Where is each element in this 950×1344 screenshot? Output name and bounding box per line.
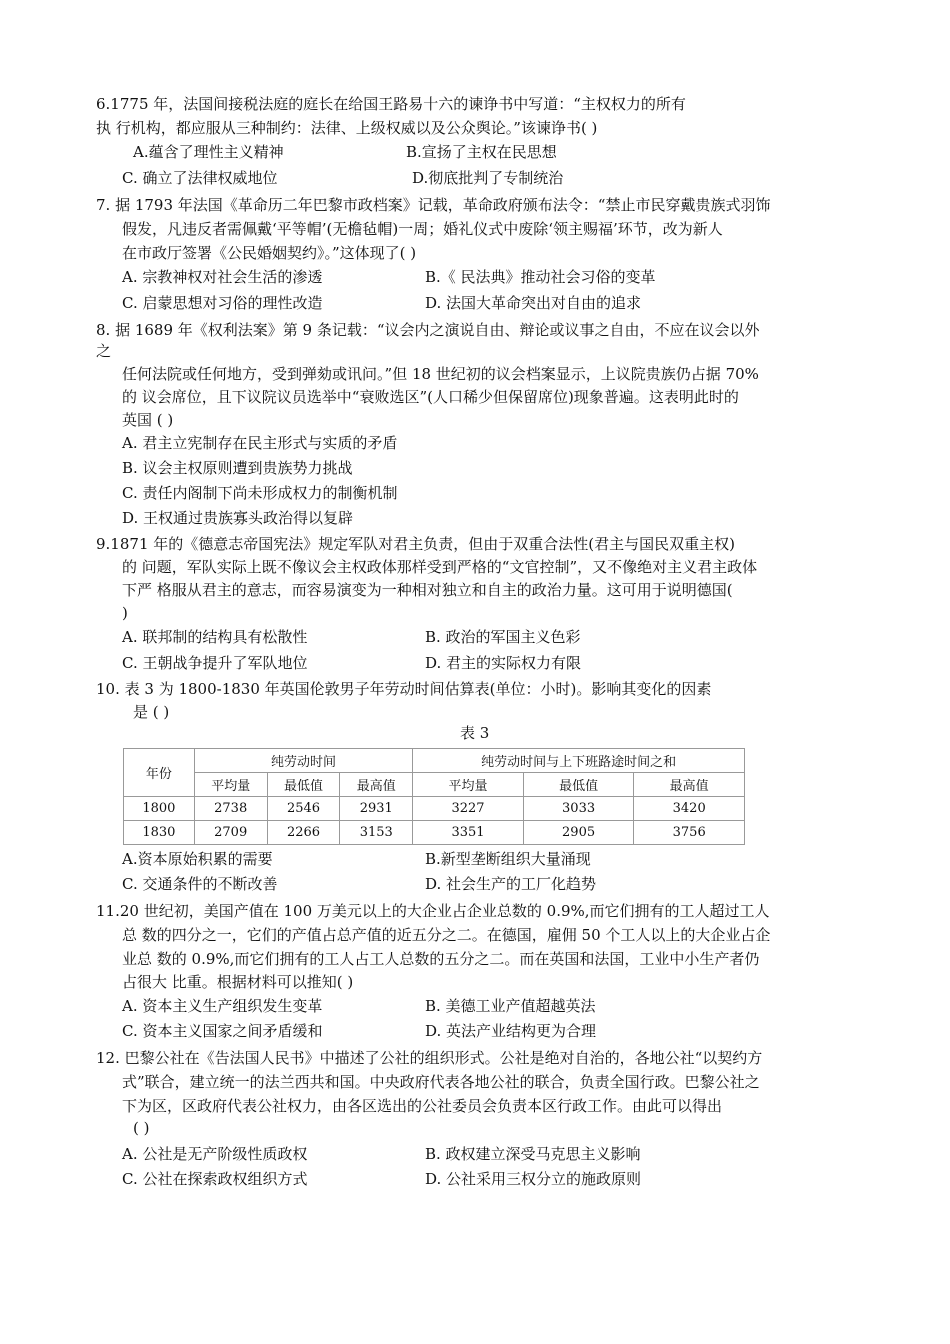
question-12-stem-line-1: 12. 巴黎公社在《告法国人民书》中描述了公社的组织形式。公社是绝对自治的，各地公社“以契约方 (96, 1049, 763, 1067)
table-cell: 2931 (340, 797, 413, 821)
question-6-option-a[interactable]: A.蕴含了理性主义精神 (133, 143, 284, 161)
question-9-option-c[interactable]: C. 王朝战争提升了军队地位 (122, 654, 308, 672)
question-10-option-b[interactable]: B.新型垄断组织大量涌现 (425, 850, 591, 868)
question-8-stem-line-5: 英国 ( ) (122, 411, 174, 429)
question-8-option-a[interactable]: A. 君主立宪制存在民主形式与实质的矛盾 (122, 434, 398, 452)
table-cell: 1830 (124, 821, 195, 845)
question-8-option-b[interactable]: B. 议会主权原则遭到贵族势力挑战 (122, 459, 353, 477)
table-header-group-1: 纯劳动时间 (194, 749, 412, 773)
question-9-stem-line-3: 下严 格服从君主的意志，而容易演变为一种相对独立和自主的政治力量。这可用于说明德国( (122, 581, 733, 599)
table-subheader: 最低值 (523, 773, 634, 797)
question-9-option-d[interactable]: D. 君主的实际权力有限 (425, 654, 582, 672)
question-10-stem-line-1: 10. 表 3 为 1800-1830 年英国伦敦男子年劳动时间估算表(单位：小时)。影响其变化的因素 (96, 680, 712, 698)
table-caption: 表 3 (460, 724, 490, 742)
question-12-option-c[interactable]: C. 公社在探索政权组织方式 (122, 1170, 308, 1188)
question-11-option-c[interactable]: C. 资本主义国家之间矛盾缓和 (122, 1022, 323, 1040)
question-9-option-b[interactable]: B. 政治的军国主义色彩 (425, 628, 581, 646)
table-row (124, 797, 745, 821)
question-8-stem-line-4: 的 议会席位，且下议院议员选举中“衰败选区”(人口稀少但保留席位)现象普遍。这表明此时的 (122, 388, 739, 406)
question-10-option-a[interactable]: A.资本原始积累的需要 (122, 850, 273, 868)
question-9-stem-line-4: ) (122, 604, 128, 622)
table-cell: 3756 (634, 821, 745, 845)
question-7-option-a[interactable]: A. 宗教神权对社会生活的渗透 (122, 268, 323, 286)
question-10-stem-line-2: 是 ( ) (133, 703, 170, 721)
table-subheader: 最高值 (340, 773, 413, 797)
question-12-option-d[interactable]: D. 公社采用三权分立的施政原则 (425, 1170, 642, 1188)
question-6-stem-line-2: 执 行机构，都应服从三种制约：法律、上级权威以及公众舆论。”该谏诤书( ) (96, 119, 598, 137)
table-cell: 1800 (124, 797, 195, 821)
table-cell: 2546 (267, 797, 340, 821)
question-9-option-a[interactable]: A. 联邦制的结构具有松散性 (122, 628, 308, 646)
question-12-stem-line-3: 下为区，区政府代表公社权力，由各区选出的公社委员会负责本区行政工作。由此可以得出 (122, 1097, 723, 1115)
question-6-option-b[interactable]: B.宣扬了主权在民思想 (406, 143, 557, 161)
table-cell: 2709 (194, 821, 267, 845)
question-11-stem-line-1: 11.20 世纪初，美国产值在 100 万美元以上的大企业占企业总数的 0.9%,而它们拥有的工人超过工人 (96, 902, 770, 920)
question-10-option-c[interactable]: C. 交通条件的不断改善 (122, 875, 278, 893)
question-8-stem-line-1: 8. 据 1689 年《权利法案》第 9 条记载：“议会内之演说自由、辩论或议事之自由，不应在议会以外 (96, 321, 760, 339)
question-11-stem-line-4: 占很大 比重。根据材料可以推知( ) (122, 973, 354, 991)
question-7-stem-line-2: 假发，凡违反者需佩戴‘平等帽’(无檐毡帽)一周；婚礼仪式中废除‘领主赐福’环节，改为新人 (122, 220, 723, 238)
question-7-option-b[interactable]: B.《 民法典》推动社会习俗的变革 (425, 268, 656, 286)
table-subheader: 最高值 (634, 773, 745, 797)
question-11-option-b[interactable]: B. 美德工业产值超越英法 (425, 997, 596, 1015)
table-cell: 3153 (340, 821, 413, 845)
question-8-option-c[interactable]: C. 责任内阁制下尚未形成权力的制衡机制 (122, 484, 398, 502)
question-11-option-a[interactable]: A. 资本主义生产组织发生变革 (122, 997, 323, 1015)
question-6-option-d[interactable]: D.彻底批判了专制统治 (412, 169, 564, 187)
question-12-stem-line-4: ( ) (133, 1119, 150, 1137)
table-cell: 2905 (523, 821, 634, 845)
table-cell: 3033 (523, 797, 634, 821)
question-6-stem-line-1: 6.1775 年，法国间接税法庭的庭长在给国王路易十六的谏诤书中写道：“主权权力的所有 (96, 95, 686, 113)
table-row (124, 821, 745, 845)
question-8-stem-line-2: 之 (96, 342, 112, 360)
table-cell: 2738 (194, 797, 267, 821)
labor-hours-table (123, 748, 745, 845)
question-10-option-d[interactable]: D. 社会生产的工厂化趋势 (425, 875, 597, 893)
question-9-stem-line-2: 的 问题，军队实际上既不像议会主权政体那样受到严格的“文官控制”，又不像绝对主义君主政体 (122, 558, 758, 576)
question-8-stem-line-3: 任何法院或任何地方，受到弹劾或讯问。”但 18 世纪初的议会档案显示，上议院贵族仍占据 70% (122, 365, 759, 383)
table-header-group-2: 纯劳动时间与上下班路途时间之和 (413, 749, 745, 773)
table-cell: 2266 (267, 821, 340, 845)
table-cell: 3227 (413, 797, 524, 821)
question-12-option-a[interactable]: A. 公社是无产阶级性质政权 (122, 1145, 308, 1163)
question-7-stem-line-3: 在市政厅签署《公民婚姻契约》。”这体现了( ) (122, 244, 417, 262)
question-11-option-d[interactable]: D. 英法产业结构更为合理 (425, 1022, 597, 1040)
question-7-option-d[interactable]: D. 法国大革命突出对自由的追求 (425, 294, 642, 312)
question-8-option-d[interactable]: D. 王权通过贵族寡头政治得以复辟 (122, 509, 354, 527)
table-cell: 3420 (634, 797, 745, 821)
question-7-option-c[interactable]: C. 启蒙思想对习俗的理性改造 (122, 294, 323, 312)
question-7-stem-line-1: 7. 据 1793 年法国《革命历二年巴黎市政档案》记载，革命政府颁布法令：“禁止市民穿戴贵族式羽饰 (96, 196, 771, 214)
table-subheader: 平均量 (194, 773, 267, 797)
table-subheader: 平均量 (413, 773, 524, 797)
question-11-stem-line-3: 业总 数的 0.9%,而它们拥有的工人占工人总数的五分之二。而在英国和法国，工业中小生产者仍 (122, 950, 760, 968)
table-cell: 3351 (413, 821, 524, 845)
question-12-option-b[interactable]: B. 政权建立深受马克思主义影响 (425, 1145, 641, 1163)
table-subheader: 最低值 (267, 773, 340, 797)
question-12-stem-line-2: 式”联合，建立统一的法兰西共和国。中央政府代表各地公社的联合，负责全国行政。巴黎公社之 (122, 1073, 760, 1091)
table-header-year: 年份 (124, 749, 195, 797)
question-11-stem-line-2: 总 数的四分之一，它们的产值占总产值的近五分之二。在德国，雇佣 50 个工人以上的大企业占企 (122, 926, 771, 944)
question-9-stem-line-1: 9.1871 年的《德意志帝国宪法》规定军队对君主负责，但由于双重合法性(君主与国民双重主权) (96, 535, 735, 553)
question-6-option-c[interactable]: C. 确立了法律权威地位 (122, 169, 278, 187)
